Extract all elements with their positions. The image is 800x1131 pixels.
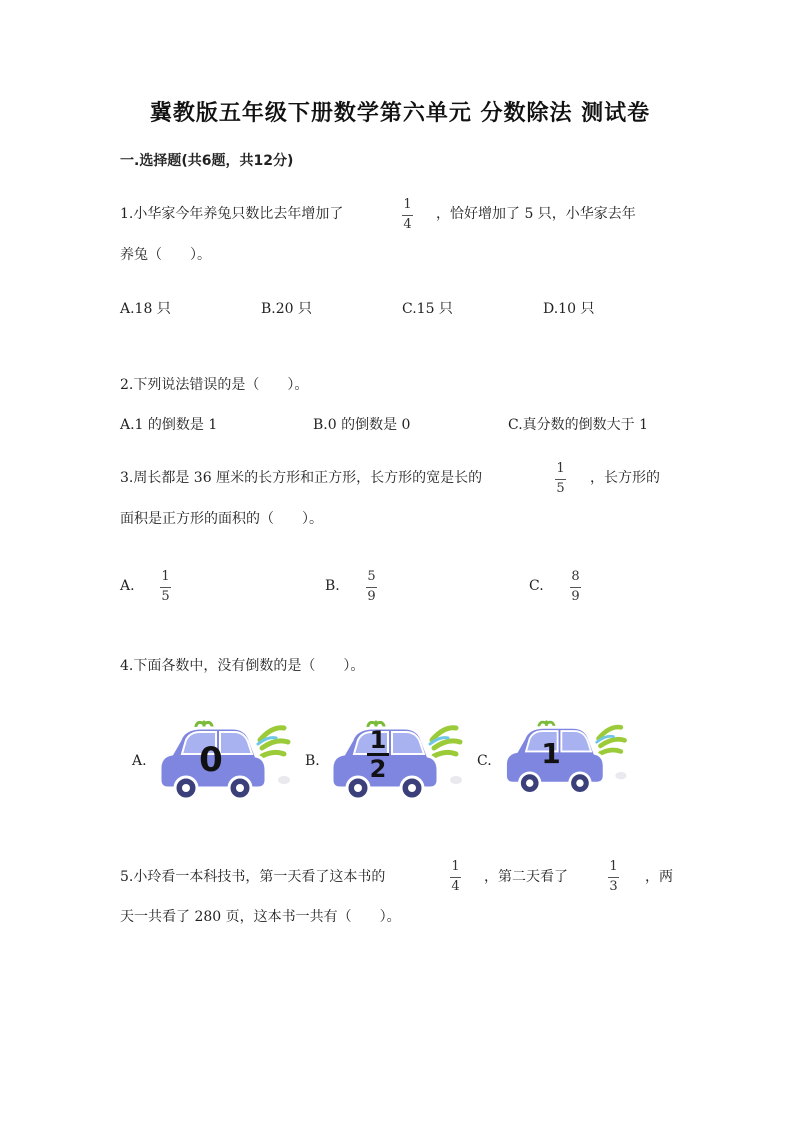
q1-option-b[interactable]: B.20 只	[261, 301, 313, 317]
q3-frac-den: 5	[556, 481, 565, 496]
q4-option-c-label[interactable]: C.	[477, 753, 492, 769]
q5-line1-pre: 5.小玲看一本科技书，第一天看了这本书的	[120, 869, 386, 885]
q1-option-d[interactable]: D.10 只	[543, 301, 595, 317]
q5-frac2-num: 1	[609, 859, 618, 874]
q5-frac1-den: 4	[451, 879, 460, 894]
fraction-bar	[555, 479, 566, 480]
fraction-bar	[570, 587, 581, 588]
q2-option-b[interactable]: B.0 的倒数是 0	[313, 417, 411, 433]
q2-text: 2.下列说法错误的是（ ）。	[120, 377, 309, 393]
q3-option-a-label[interactable]: A.	[120, 578, 135, 594]
section-heading: 一.选择题(共6题，共12分)	[120, 153, 294, 169]
q5-frac1-num: 1	[451, 859, 460, 874]
q3-option-a-den: 5	[161, 589, 170, 604]
q2-option-a[interactable]: A.1 的倒数是 1	[120, 417, 218, 433]
q3-option-c-label[interactable]: C.	[529, 578, 544, 594]
q3-option-c-fraction[interactable]	[570, 570, 581, 604]
fraction-bar	[160, 587, 171, 588]
page-title: 冀教版五年级下册数学第六单元 分数除法 测试卷	[149, 101, 651, 126]
q4-option-b-fraction	[364, 728, 392, 781]
q5-fraction-1	[450, 860, 461, 894]
q4-option-c-car[interactable]	[496, 718, 636, 798]
q5-line1-mid: ，第二天看了	[484, 869, 568, 885]
q3-option-b-den: 9	[367, 589, 376, 604]
q3-option-a-num: 1	[161, 569, 170, 584]
q3-option-c-den: 9	[571, 589, 580, 604]
q3-option-b-fraction[interactable]	[366, 570, 377, 604]
q4-option-b-den: 2	[369, 755, 387, 783]
q4-option-a-value: 0	[199, 740, 223, 780]
q3-line2: 面积是正方形的面积的（ ）。	[120, 511, 323, 527]
q4-option-a-label[interactable]: A.	[132, 753, 147, 769]
car-icon	[496, 718, 636, 798]
q3-line1-post: ，长方形的	[590, 470, 660, 486]
fraction-bar	[608, 877, 619, 878]
q3-line1-pre: 3.周长都是 36 厘米的长方形和正方形，长方形的宽是长的	[120, 470, 483, 486]
q1-line1-pre: 1.小华家今年养兔只数比去年增加了	[120, 206, 344, 222]
q5-line2: 天一共看了 280 页，这本书一共有（ ）。	[120, 909, 401, 925]
q3-frac-num: 1	[556, 461, 565, 476]
car-icon	[322, 718, 472, 804]
q1-fraction	[402, 198, 413, 232]
q5-line1-post: ，两	[645, 869, 673, 885]
fraction-bar	[450, 877, 461, 878]
q4-option-b-num: 1	[369, 726, 387, 754]
q1-option-a[interactable]: A.18 只	[120, 301, 171, 317]
q5-frac2-den: 3	[609, 879, 618, 894]
q3-option-c-num: 8	[571, 569, 580, 584]
fraction-bar	[402, 215, 413, 216]
q1-line1-post: ，恰好增加了 5 只，小华家去年	[436, 206, 636, 222]
q4-option-a-car[interactable]	[150, 718, 300, 804]
q3-option-a-fraction[interactable]	[160, 570, 171, 604]
q2-option-c[interactable]: C.真分数的倒数大于 1	[508, 417, 649, 433]
q3-fraction	[555, 462, 566, 496]
q5-fraction-2	[608, 860, 619, 894]
q4-option-c-value: 1	[541, 737, 561, 770]
fraction-bar	[366, 587, 377, 588]
q3-option-b-num: 5	[367, 569, 376, 584]
q4-option-b-label[interactable]: B.	[305, 753, 320, 769]
q1-line2: 养兔（ ）。	[120, 247, 211, 263]
q4-option-b-car[interactable]	[322, 718, 472, 804]
q3-option-b-label[interactable]: B.	[325, 578, 340, 594]
q1-frac-den: 4	[403, 217, 412, 232]
q1-option-c[interactable]: C.15 只	[402, 301, 453, 317]
q1-frac-num: 1	[403, 197, 412, 212]
q4-text: 4.下面各数中，没有倒数的是（ ）。	[120, 658, 365, 674]
